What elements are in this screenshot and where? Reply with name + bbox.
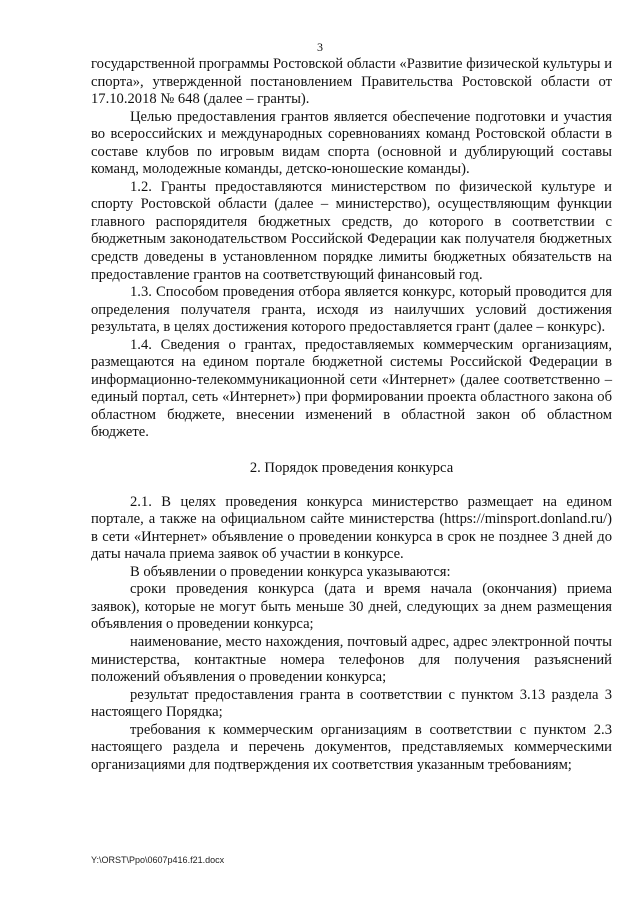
paragraph-intro-continuation: государственной программы Ростовской области «Развитие физической культуры и спорта», утвержденной постановлением Правительства Ростовской области от 17.10.2018 № 648 (далее – гранты). [91, 56, 612, 108]
paragraph-1-4: 1.4. Сведения о грантах, предоставляемых коммерческим организациям, размещаются на едином портале бюджетной системы Российской Федерации в информационно-телекоммуникационной сети «Интернет» (далее соответственно – единый портал, сеть «Интернет») при формировании проекта областного закона об областном бюджете, внесении изменений в областной закон об областном бюджете. [91, 336, 612, 441]
section-heading: 2. Порядок проведения конкурса [249, 460, 454, 477]
footer-file-path: Y:\ORST\Ppo\0607p416.f21.docx [91, 855, 225, 865]
paragraph-1-3: 1.3. Способом проведения отбора является конкурс, который проводится для определения получателя гранта, исходя из наилучших условий достижения результата, в целях достижения которого предоставляется грант (далее – конкурс). [91, 284, 612, 336]
list-item-deadlines: сроки проведения конкурса (дата и время начала (окончания) приема заявок), которые не могут быть меньше 30 дней, следующих за днем размещения объявления о проведении конкурса; [91, 581, 612, 633]
paragraphs-section-2 [91, 494, 612, 775]
document-body [91, 56, 612, 774]
list-item-requirements: требования к коммерческим организациям в соответствии с пунктом 2.3 настоящего раздела и перечень документов, представляемых коммерческими организациями для подтверждения их соответствия указанным требованиям; [91, 721, 612, 773]
paragraph-announcement-intro: В объявлении о проведении конкурса указываются: [130, 563, 451, 580]
paragraphs-before-section [91, 56, 612, 442]
paragraph-1-2: 1.2. Гранты предоставляются министерством по физической культуре и спорту Ростовской области (далее – министерство), осуществляющим функции главного распорядителя бюджетных средств, до которого в соответствии с бюджетным законодательством Российской Федерации как получателя бюджетных средств доведены в установленном порядке лимиты бюджетных обязательств на предоставление грантов на соответствующий финансовый год. [91, 178, 612, 283]
list-item-contacts: наименование, место нахождения, почтовый адрес, адрес электронной почты министерства, контактные номера телефонов для получения разъяснений положений объявления о проведении конкурса; [91, 633, 612, 686]
paragraph-goal: Целью предоставления грантов является обеспечение подготовки и участия во всероссийских и международных соревнованиях команд Ростовской области в составе клубов по игровым видам спорта (основной и дублирующий составы команд, молодежные команды, детско-юношеские команды). [91, 108, 612, 178]
list-item-result: результат предоставления гранта в соответствии с пунктом 3.13 раздела 3 настоящего Порядка; [91, 686, 612, 721]
page-number: 3 [317, 40, 323, 54]
paragraph-2-1: 2.1. В целях проведения конкурса министерство размещает на едином портале, а также на официальном сайте министерства (https://minsport.donland.ru/) в сети «Интернет» объявление о проведении конкурса в срок не позднее 3 дней до даты начала приема заявок об участии в конкурсе. [91, 493, 612, 563]
